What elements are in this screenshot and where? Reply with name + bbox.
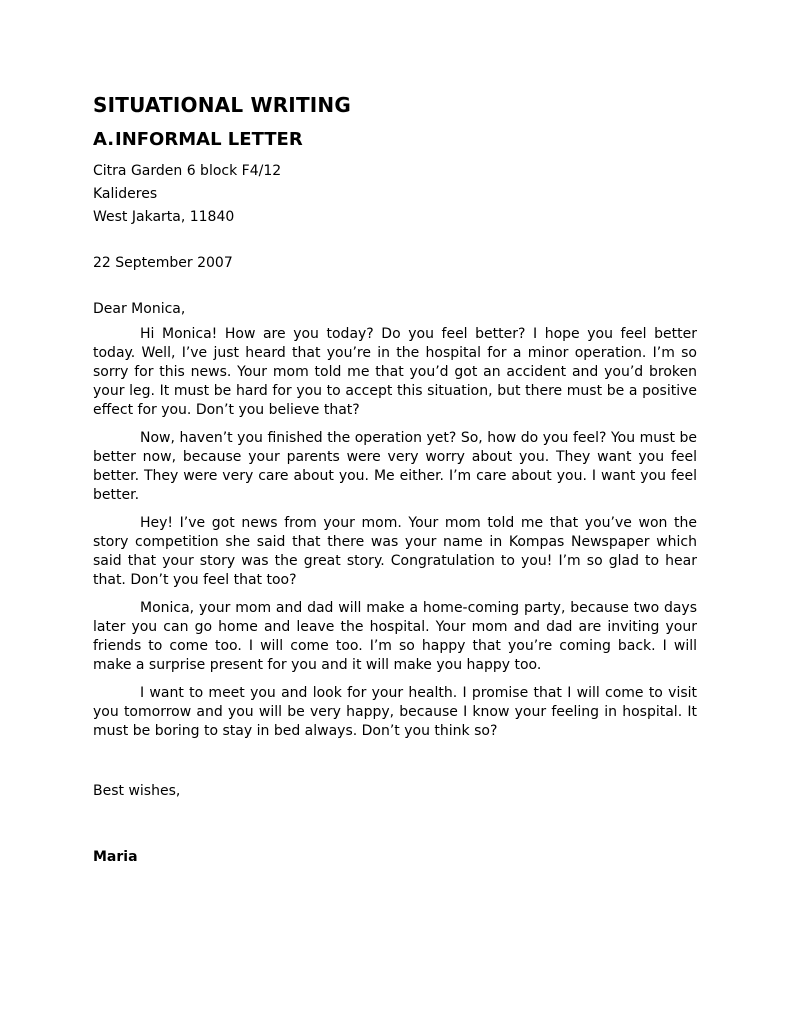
section-heading <box>93 128 697 152</box>
address-line: Kalideres <box>93 186 158 202</box>
letter-paragraph: Monica, your mom and dad will make a home-coming party, because two days later you can go home and leave the hospital. Your mom and dad are inviting your friends to come too. I will come too. I’m so happy that you’re coming back. I will make a surprise present for you and it will make you happy too. <box>93 600 697 673</box>
section-marker: A. <box>93 129 115 150</box>
document-title: SITUATIONAL WRITING <box>93 93 351 117</box>
salutation: Dear Monica, <box>93 301 186 317</box>
letter-paragraph: Hey! I’ve got news from your mom. Your mom told me that you’ve won the story competition she said that there was your name in Kompas Newspaper which said that your story was the great story. Congratulation to you! I’m so glad to hear that. Don’t you feel that too? <box>93 515 697 588</box>
letter-paragraph: Now, haven’t you finished the operation yet? So, how do you feel? You must be better now, because your parents were very worry about you. They want you feel better. They were very care about you. Me either. I’m care about you. I want you feel better. <box>93 430 697 503</box>
address-line: Citra Garden 6 block F4/12 <box>93 163 282 179</box>
closing: Best wishes, <box>93 783 181 799</box>
sender-address <box>93 160 697 229</box>
letter-paragraph: Hi Monica! How are you today? Do you feel better? I hope you feel better today. Well, I’ve just heard that you’re in the hospital for a minor operation. I’m so sorry for this news. Your mom told me that you’d got an accident and you’d broken your leg. It must be hard for you to accept this situation, but there must be a positive effect for you. Don’t you believe that? <box>93 326 697 418</box>
address-line: West Jakarta, 11840 <box>93 209 235 225</box>
letter-date: 22 September 2007 <box>93 255 233 271</box>
section-heading-text: INFORMAL LETTER <box>115 129 303 150</box>
letter-paragraph: I want to meet you and look for your health. I promise that I will come to visit you tomorrow and you will be very happy, because I know your feeling in hospital. It must be boring to stay in bed always. Don’t you think so? <box>93 685 697 739</box>
signature: Maria <box>93 849 138 865</box>
document-body <box>93 92 697 867</box>
